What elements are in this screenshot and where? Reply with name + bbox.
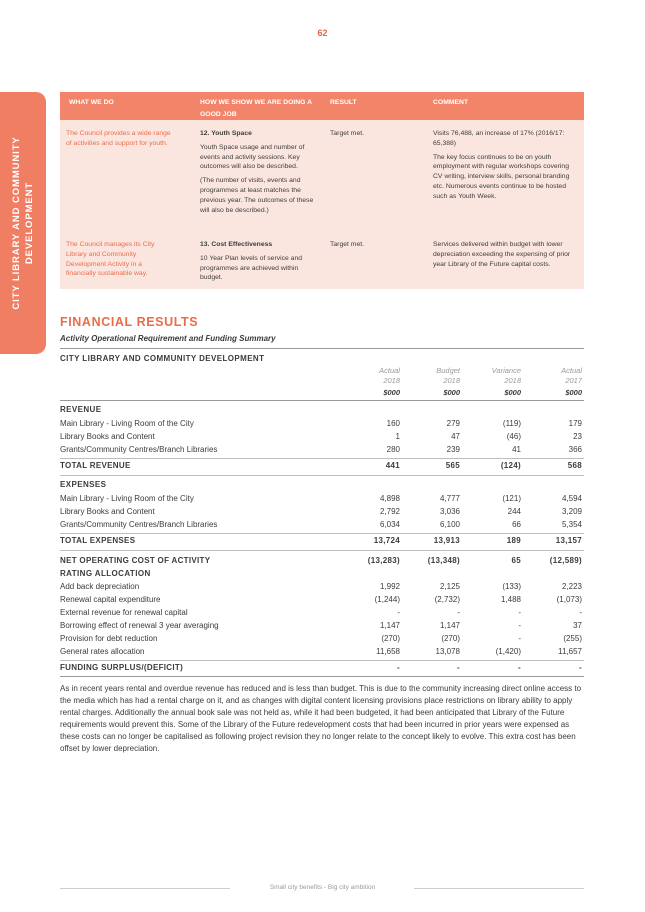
col3-label: Variance: [491, 366, 521, 375]
row-value: (46): [506, 432, 521, 441]
row1-measure-text-2: (The number of visits, events and programmes at least matches the previous year. The outcomes of these will also be described.): [200, 177, 314, 214]
footer-tagline: Small city benefits - Big city ambition: [269, 884, 376, 891]
row-value: 366: [568, 445, 582, 454]
row-value: (121): [502, 494, 521, 503]
net-operating-cost-row: [60, 555, 584, 567]
row1-comment: [433, 129, 579, 206]
table-row: [60, 633, 584, 645]
row-value: 13,157: [555, 536, 582, 545]
table-row: [60, 607, 584, 619]
section-side-tab-label: [10, 136, 36, 309]
page-number: 62: [317, 28, 328, 38]
header-how-we-show: HOW WE SHOW WE ARE DOING A GOOD JOB: [200, 99, 312, 118]
row1-comment-1: Visits 76,488, an increase of 17% (2016/17: 65,388): [433, 130, 565, 147]
col4-year: 2017: [565, 376, 582, 385]
header-what-we-do: WHAT WE DO: [69, 99, 114, 106]
financial-results-subtitle: Activity Operational Requirement and Funding Summary: [60, 334, 276, 343]
table-row: [60, 620, 584, 632]
row-value: (133): [502, 582, 521, 591]
row2-measure-text-1: 10 Year Plan levels of service and programmes are achieved within budget.: [200, 254, 303, 282]
row-value: (13,283): [367, 556, 400, 565]
table-title: CITY LIBRARY AND COMMUNITY DEVELOPMENT: [60, 354, 265, 363]
row-value: 3,209: [561, 507, 582, 516]
row-value: 66: [512, 520, 521, 529]
commentary-paragraph: As in recent years rental and overdue revenue has reduced and is less than budget. This is due to the community increasing direct online access to the media which has had a rental charge on it, and as changes with digital content licensing provisions place restrictions on library ability to apply rental charges. Additionally the annual book sale was not held as, while it had been budgeted, it had been anticipated that Library of the Future requirements would prevent this. Some of the Library of the Future redevelopment costs that had been incurred in prior years were expensed as these costs can no longer be capitalised as following project revision they no longer relate to the concept likely to evolve. This extra cost has been offset by lower depreciation.: [60, 684, 582, 753]
row-value: 565: [445, 461, 460, 470]
col4-header: [522, 366, 582, 386]
performance-table-header: [60, 92, 584, 120]
row-value: (1,244): [374, 595, 400, 604]
funding-surplus-row: [60, 662, 584, 674]
row-value: 4,898: [379, 494, 400, 503]
performance-table: [60, 92, 584, 289]
row-label: Renewal capital expenditure: [60, 595, 161, 604]
row-label: Add back depreciation: [60, 582, 140, 591]
divider: [60, 550, 584, 551]
row1-measure-text-1: Youth Space usage and number of events and activity sessions. Key outcomes will also be described.: [200, 143, 305, 171]
table-row: [60, 431, 584, 443]
table-row: [60, 493, 584, 505]
row-value: 244: [507, 507, 521, 516]
row-value: -: [397, 608, 400, 617]
row-value: 4,777: [439, 494, 460, 503]
row-label: Library Books and Content: [60, 432, 155, 441]
table-row: [60, 506, 584, 518]
row-value: -: [579, 663, 582, 672]
row-value: 5,354: [561, 520, 582, 529]
row-value: 2,125: [439, 582, 460, 591]
col3-unit: $000: [504, 388, 521, 397]
divider: [60, 458, 584, 459]
row-value: (270): [441, 634, 460, 643]
row1-comment-2: The key focus continues to be on youth employment with regular workshops covering CV writing, interview skills, personal branding etc. Numerous events continue to be hosted such as Youth Week.: [433, 153, 570, 200]
row-value: -: [518, 608, 521, 617]
row-value: -: [397, 663, 400, 672]
table-row: [60, 594, 584, 606]
divider: [60, 475, 584, 476]
row1-measure: [200, 129, 322, 219]
col3-year: 2018: [504, 376, 521, 385]
table-row: [60, 418, 584, 430]
table-row: [60, 519, 584, 531]
row-value: -: [518, 634, 521, 643]
row1-measure-title: 12. Youth Space: [200, 130, 252, 137]
row2-comment: [433, 240, 579, 273]
row-value: 6,100: [439, 520, 460, 529]
row-value: -: [579, 608, 582, 617]
col4-unit: $000: [565, 388, 582, 397]
divider: [60, 348, 584, 349]
row-value: 568: [567, 461, 582, 470]
row-value: 6,034: [379, 520, 400, 529]
row-value: (124): [500, 461, 521, 470]
row2-result: Target met.: [330, 241, 364, 248]
row-label: TOTAL EXPENSES: [60, 536, 136, 545]
divider: [60, 660, 584, 661]
row-value: 11,658: [376, 647, 400, 656]
table-row: [60, 444, 584, 456]
row-value: 1,992: [379, 582, 400, 591]
header-result: RESULT: [330, 99, 357, 106]
table-row: [60, 581, 584, 593]
row-value: -: [457, 608, 460, 617]
row-label: NET OPERATING COST OF ACTIVITY: [60, 556, 211, 565]
row-value: -: [518, 663, 521, 672]
row-value: 160: [386, 419, 400, 428]
row-value: 279: [446, 419, 460, 428]
financial-results-title: FINANCIAL RESULTS: [60, 315, 199, 329]
row-value: (12,589): [549, 556, 582, 565]
row-value: 239: [446, 445, 460, 454]
row-value: (2,732): [434, 595, 460, 604]
divider: [60, 676, 584, 677]
row-label: External revenue for renewal capital: [60, 608, 188, 617]
row-value: 179: [568, 419, 582, 428]
row-value: 13,724: [373, 536, 400, 545]
col1-year: 2018: [383, 376, 400, 385]
row-value: 2,223: [561, 582, 582, 591]
row-value: 65: [511, 556, 521, 565]
expenses-heading: EXPENSES: [60, 480, 107, 489]
row2-measure-title: 13. Cost Effectiveness: [200, 241, 273, 248]
header-comment: COMMENT: [433, 99, 469, 106]
total-revenue-row: [60, 460, 584, 472]
rating-allocation-heading: RATING ALLOCATION: [60, 569, 151, 578]
row-value: 1,147: [439, 621, 460, 630]
row-label: Library Books and Content: [60, 507, 155, 516]
row-value: 189: [506, 536, 521, 545]
table-row: [60, 646, 584, 658]
col2-unit: $000: [443, 388, 460, 397]
col2-year: 2018: [443, 376, 460, 385]
row-value: 1,488: [500, 595, 521, 604]
row-value: 4,594: [561, 494, 582, 503]
row1-what: The Council provides a wide range of activities and support for youth.: [66, 130, 171, 147]
row-label: TOTAL REVENUE: [60, 461, 131, 470]
row-value: (1,420): [495, 647, 521, 656]
row-label: Grants/Community Centres/Branch Libraries: [60, 520, 218, 529]
row-value: 47: [451, 432, 460, 441]
col1-header: [340, 366, 400, 386]
row-value: -: [457, 663, 460, 672]
row-value: 1: [395, 432, 400, 441]
total-expenses-row: [60, 535, 584, 547]
side-tab-line-2: DEVELOPMENT: [24, 181, 35, 265]
row-value: (270): [381, 634, 400, 643]
row-label: Main Library - Living Room of the City: [60, 419, 194, 428]
row-label: General rates allocation: [60, 647, 145, 656]
row2-measure: [200, 240, 322, 287]
divider: [60, 533, 584, 534]
row-label: FUNDING SURPLUS/(DEFICIT): [60, 663, 184, 672]
row-value: 3,036: [439, 507, 460, 516]
row-label: Borrowing effect of renewal 3 year averaging: [60, 621, 219, 630]
divider: [60, 400, 584, 401]
row-label: Main Library - Living Room of the City: [60, 494, 194, 503]
row-value: 23: [573, 432, 582, 441]
row-value: (13,348): [427, 556, 460, 565]
col1-unit: $000: [383, 388, 400, 397]
row-value: 280: [386, 445, 400, 454]
row-value: (119): [502, 419, 521, 428]
col1-label: Actual: [379, 366, 400, 375]
col2-label: Budget: [436, 366, 460, 375]
row-label: Grants/Community Centres/Branch Libraries: [60, 445, 218, 454]
side-tab-line-1: CITY LIBRARY AND COMMUNITY: [11, 136, 22, 310]
row-value: 1,147: [379, 621, 400, 630]
col4-label: Actual: [561, 366, 582, 375]
row1-result: Target met.: [330, 130, 364, 137]
col3-header: [461, 366, 521, 386]
row2-what: The Council manages its City Library and Community Development Activity in a financially sustainable way.: [66, 241, 155, 278]
col2-header: [400, 366, 460, 386]
row2-comment-1: Services delivered within budget with lower depreciation exceeding the expensing of prior year Library of the Future capital costs.: [433, 241, 571, 268]
row-value: 441: [385, 461, 400, 470]
row-value: 11,657: [558, 647, 582, 656]
row-value: 13,078: [435, 647, 460, 656]
row-value: 2,792: [379, 507, 400, 516]
row-value: 13,913: [433, 536, 460, 545]
revenue-heading: REVENUE: [60, 405, 102, 414]
row-label: Provision for debt reduction: [60, 634, 158, 643]
row-value: 41: [512, 445, 521, 454]
row-value: 37: [573, 621, 582, 630]
row-value: -: [518, 621, 521, 630]
row-value: (1,073): [556, 595, 582, 604]
row-value: (255): [563, 634, 582, 643]
